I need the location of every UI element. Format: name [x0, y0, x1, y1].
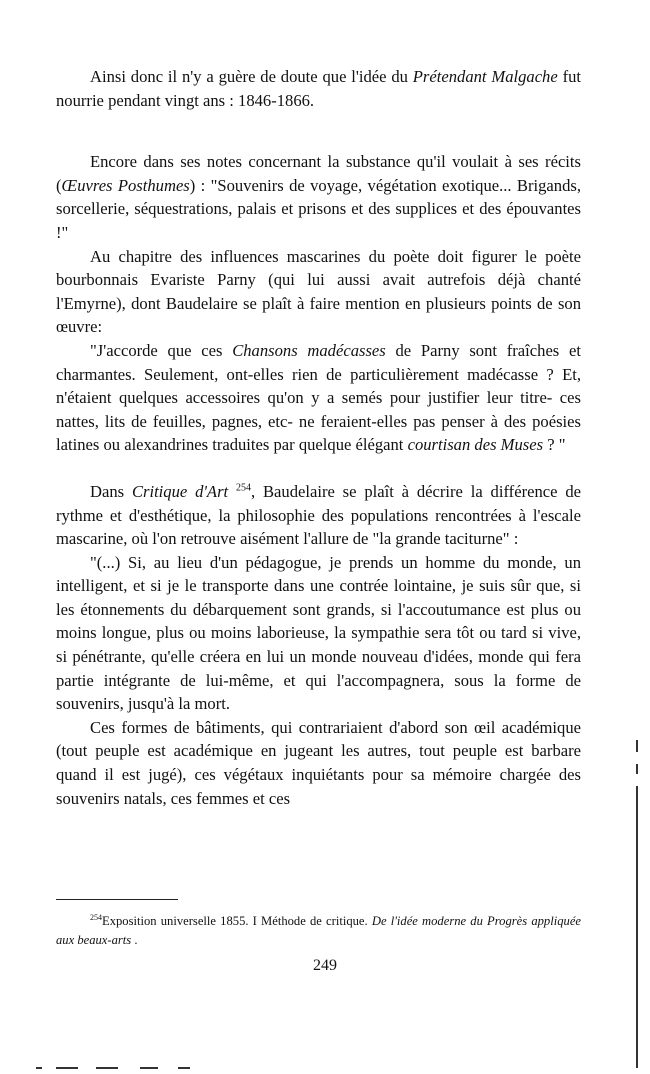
scan-artifact-mark — [96, 1067, 118, 1069]
title-chansons-madecasses: Chansons madécasses — [232, 340, 386, 360]
footnote-divider — [56, 899, 178, 900]
title-oeuvres-posthumes: Œuvres Posthumes — [61, 175, 190, 195]
footnote-reference: 254 — [235, 482, 251, 494]
footnote: $^{254}$Exposition universelle 1855. I Méthode de critique. De l'idée moderne du Progrès appliquée aux beaux-arts . — [56, 912, 581, 947]
body-text — [56, 65, 581, 810]
scan-artifact-mark — [636, 764, 638, 774]
paragraph-4-quote: "J'accorde que ces Chansons madécasses de Parny sont fraîches et charmantes. Seulement, ont-elles rien de particulièrement madécasse ? Et, n'étaient quelques accessoires qu'on y a semés pour justifier leur titre- ces nattes, lits de feuilles, pagnes, etc- ne feraient-elles pas penser à des poésies latines ou alexandrines traduites par quelque élégant courtisan des Muses ? " — [56, 340, 581, 455]
scan-artifact-mark — [140, 1067, 158, 1069]
scan-artifact-mark — [636, 740, 638, 752]
paragraph-5: Dans Critique d'Art $^{254}$, Baudelaire se plaît à décrire la différence de rythme et d'esthétique, la philosophie des populations rencontrées à l'escale mascarine, où l'on retrouve aisément l'allure de "la grande taciturne" : — [56, 481, 581, 549]
paragraph-7: Ces formes de bâtiments, qui contrariaient d'abord son œil académique (tout peuple est académique en jugeant les autres, tout peuple est barbare quand il est jugé), ces végétaux inquiétants pour sa mémoire chargée des souvenirs natals, ces femmes et ces — [56, 717, 581, 808]
phrase-courtisan-des-muses: courtisan des Muses — [407, 435, 544, 455]
scan-artifact-mark — [36, 1067, 42, 1069]
scan-artifact-edge — [636, 786, 638, 1068]
paragraph-3: Au chapitre des influences mascarines du poète doit figurer le poète bourbonnais Evariste Parny (qui lui aussi avait autrefois déjà chanté l'Emyrne), dont Baudelaire se plaît à faire mention en plusieurs points de son œuvre: — [56, 246, 581, 337]
paragraph-6-quote: "(...) Si, au lieu d'un pédagogue, je prends un homme du monde, un intelligent, et si je le transporte dans une contrée lointaine, je suis sûr que, si les étonnements du débarquement sont grands, si l'accoutumance est plus ou moins longue, plus ou moins laborieuse, la sympathie sera tôt ou tard si vive, si pénétrante, qu'elle créera en lui un monde nouveau d'idées, monde qui fera partie intégrante de lui-même, et qui l'accompagnera, sous la forme de souvenirs, jusqu'à la mort. — [56, 552, 581, 714]
scan-artifact-mark — [56, 1067, 78, 1069]
title-critique-d-art: Critique d'Art — [131, 481, 229, 501]
paragraph-1: Ainsi donc il n'y a guère de doute que l'idée du Prétendant Malgache fut nourrie pendant vingt ans : 1846-1866. — [56, 67, 582, 110]
paragraph-2: Encore dans ses notes concernant la substance qu'il voulait à ses récits (Œuvres Posthumes) : "Souvenirs de voyage, végétation exotique... Brigands, sorcellerie, séquestrations, palais et prisons et des supplices et des épouvantes !" — [56, 152, 581, 242]
page-number: 249 — [313, 957, 337, 974]
footnote-title: De l'idée moderne du Progrès appliquée aux beaux-arts — [56, 914, 581, 947]
title-pretendant-malgache: Prétendant Malgache — [412, 67, 558, 86]
footnote-number: 254 — [90, 912, 102, 922]
scan-artifact-mark — [178, 1067, 190, 1069]
